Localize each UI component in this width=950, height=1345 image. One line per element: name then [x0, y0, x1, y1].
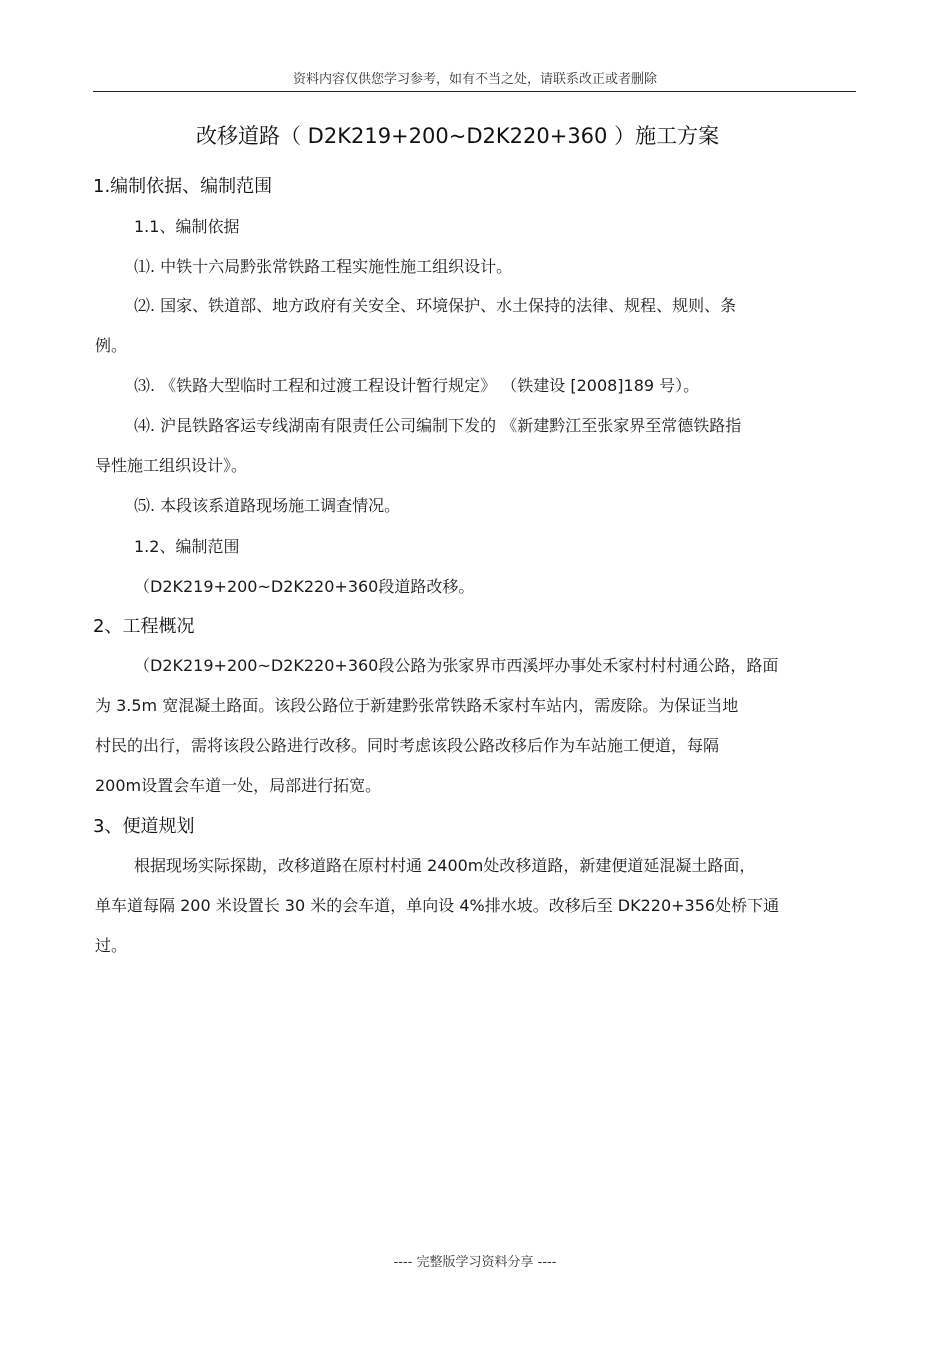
basis-item-2-line-1: ⑵. 国家、铁道部、地方政府有关安全、环境保护、水土保持的法律、规程、规则、条: [134, 296, 737, 315]
header-note: 资料内容仅供您学习参考，如有不当之处，请联系改正或者删除: [292, 72, 657, 87]
scope-text: （D2K219+200~D2K220+360段道路改移。: [134, 577, 475, 596]
overview-line-4: 200m设置会车道一处，局部进行拓宽。: [95, 776, 382, 795]
subsection-1-1: 1.1、编制依据: [134, 217, 240, 236]
footer-note: ---- 完整版学习资料分享 ----: [393, 1255, 557, 1270]
basis-item-1: ⑴. 中铁十六局黔张常铁路工程实施性施工组织设计。: [134, 257, 513, 276]
road-plan-line-3: 过。: [95, 936, 128, 955]
overview-line-2: 为 3.5m 宽混凝土路面。该段公路位于新建黔张常铁路禾家村车站内，需废除。为保证当地: [95, 696, 739, 715]
basis-item-4-line-2: 导性施工组织设计》。: [95, 456, 248, 475]
basis-item-4-line-1: ⑷. 沪昆铁路客运专线湖南有限责任公司编制下发的 《新建黔江至张家界至常德铁路指: [134, 416, 742, 435]
road-plan-line-2: 单车道每隔 200 米设置长 30 米的会车道，单向设 4%排水坡。改移后至 DK220+356处桥下通: [95, 896, 780, 915]
section-2-heading: 2、工程概况: [93, 616, 195, 637]
basis-item-5: ⑸. 本段该系道路现场施工调查情况。: [134, 496, 401, 515]
section-1-heading: 1.编制依据、编制范围: [93, 176, 273, 197]
road-plan-line-1: 根据现场实际探勘，改移道路在原村村通 2400m处改移道路，新建便道延混凝土路面，: [134, 856, 756, 875]
subsection-1-2: 1.2、编制范围: [134, 537, 240, 556]
overview-line-1: （D2K219+200~D2K220+360段公路为张家界市西溪坪办事处禾家村村村通公路，路面: [134, 656, 779, 675]
section-3-heading: 3、便道规划: [93, 816, 195, 837]
document-title: 改移道路（ D2K219+200~D2K220+360 ）施工方案: [196, 124, 720, 148]
header-rule: [93, 91, 856, 92]
overview-line-3: 村民的出行，需将该段公路进行改移。同时考虑该段公路改移后作为车站施工便道，每隔: [95, 736, 720, 755]
basis-item-3: ⑶. 《铁路大型临时工程和过渡工程设计暂行规定》 （铁建设 [2008]189 号）。: [134, 376, 700, 395]
basis-item-2-line-2: 例。: [95, 336, 128, 355]
